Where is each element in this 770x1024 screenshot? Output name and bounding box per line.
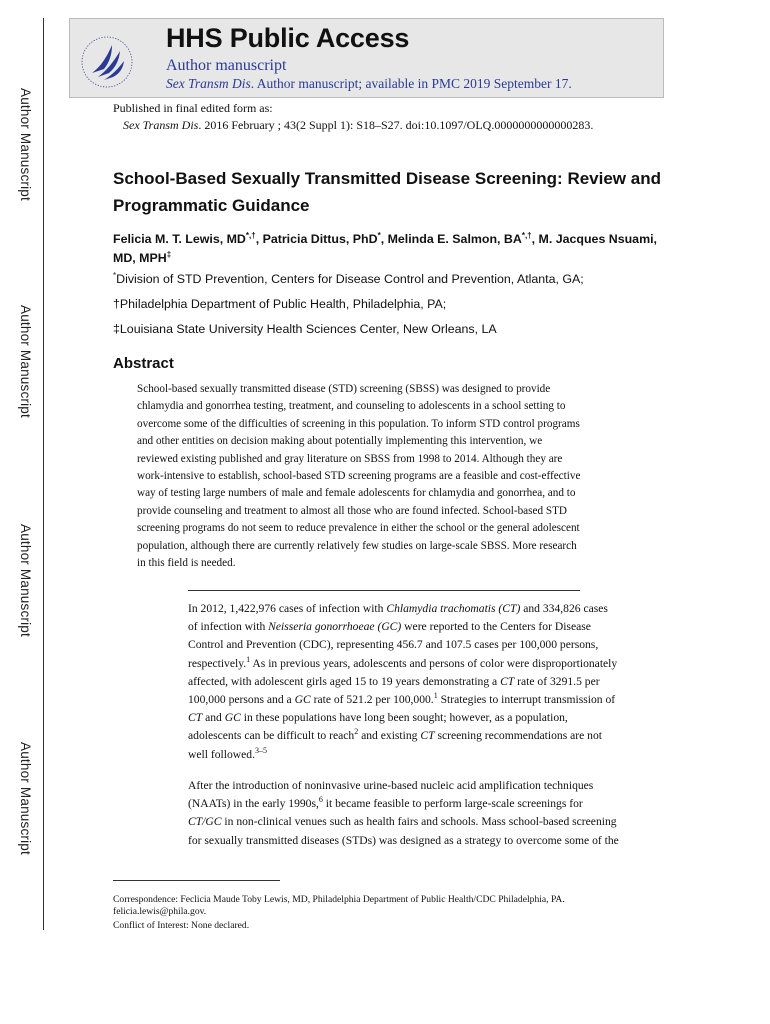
affiliation <box>113 297 446 311</box>
correspondence-email: felicia.lewis@phila.gov. <box>113 906 207 917</box>
body-paragraph-2 <box>188 777 668 850</box>
author-marks: * <box>377 230 381 240</box>
abstract-line: and other entities on decision making about potentially implementing this intervention, we <box>137 435 543 448</box>
body-line: affected, with adolescent girls aged 15 to 19 years demonstrating a CT rate of 3291.5 per <box>188 674 600 688</box>
abstract-heading: Abstract <box>113 355 174 372</box>
body-line: of infection with Neisseria gonorrhoeae (GC) were reported to the Centers for Disease <box>188 620 591 634</box>
body-line: adolescents can be difficult to reach$^2$ and existing CT screening recommendations are not <box>188 727 602 743</box>
hhs-eagle-logo-icon <box>78 33 138 91</box>
author-name: Patricia Dittus, PhD <box>262 232 378 246</box>
citation-journal: Sex Transm Dis <box>123 118 199 132</box>
citation-ref: 6 <box>318 795 323 805</box>
abstract-line: chlamydia and gonorrhea testing, treatment, and counseling to adolescents in a school setting to <box>137 400 566 413</box>
affiliation-mark: ‡ <box>113 322 120 336</box>
affiliation-text: Philadelphia Department of Public Health, Philadelphia, PA; <box>119 297 447 311</box>
affiliation <box>113 322 497 336</box>
margin-rule <box>43 18 44 930</box>
affiliation-mark: * <box>113 270 117 280</box>
conflict-of-interest: Conflict of Interest: None declared. <box>113 920 250 931</box>
affiliation <box>113 272 584 286</box>
abstract-line: overcome some of the difficulties of screening in this population. To inform STD control programs <box>137 417 580 430</box>
citation-ref: 3–5 <box>254 745 267 755</box>
author-marks: *,† <box>245 230 256 240</box>
body-line: well followed.$^{3-5}$ <box>188 745 267 761</box>
body-line: CT/GC in non-clinical venues such as health fairs and schools. Mass school-based screening <box>188 815 617 829</box>
header-title: HHS Public Access <box>166 23 410 53</box>
affiliation-text: Louisiana State University Health Sciences Center, New Orleans, LA <box>119 322 497 336</box>
abstract-line: reviewed existing published and gray literature on SBSS from 1998 to 2014. Although they are <box>137 452 563 465</box>
citation-ref: 2 <box>354 727 359 737</box>
citation-details: . 2016 February ; 43(2 Suppl 1): S18–S27. doi:10.1097/OLQ.0000000000000283. <box>198 118 594 132</box>
body-paragraph-1 <box>188 600 668 764</box>
body-line: CT and GC in these populations have long been sought; however, as a population, <box>188 711 568 725</box>
body-line: 100,000 persons and a GC rate of 521.2 per 100,000.$^1$ Strategies to interrupt transmission of <box>188 691 616 707</box>
header-subtitle: Author manuscript <box>166 57 287 74</box>
abstract-line: screening programs do not seem to reduce prevalence in either the school or the general adolescent <box>137 522 580 535</box>
affiliation-mark: † <box>113 297 120 311</box>
correspondence-note: Correspondence: Feclicia Maude Toby Lewis, MD, Philadelphia Department of Public Health/CDC Philadelphia, PA. <box>113 894 565 905</box>
body-line: respectively.$^1$ As in previous years, adolescents and persons of color were disproportionately <box>188 654 618 670</box>
abstract-divider <box>188 590 580 591</box>
citation-ref: 1 <box>246 654 251 664</box>
abstract-line: in this field is needed. <box>137 557 236 570</box>
body-line: In 2012, 1,422,976 cases of infection with Chlamydia trachomatis (CT) and 334,826 cases <box>188 602 608 615</box>
journal-name: Sex Transm Dis <box>166 76 251 91</box>
author-name: M. Jacques Nsuami, MD, MPH <box>113 232 657 265</box>
abstract-line: way of testing large numbers of male and female adolescents for chlamydia and gonorrhea, and to <box>137 487 576 500</box>
citation-ref: 1 <box>433 691 438 701</box>
author-marks: *,† <box>521 230 532 240</box>
author-name: Melinda E. Salmon, BA <box>387 232 522 246</box>
abstract-line: provide counseling and treatment to almost all those who are found infected. School-based STD <box>137 504 567 517</box>
published-label: Published in final edited form as: <box>113 101 273 115</box>
availability-text: . Author manuscript; available in PMC 2019 September 17. <box>250 76 572 91</box>
author-name: Felicia M. T. Lewis, MD <box>113 232 246 246</box>
body-line: After the introduction of noninvasive urine-based nucleic acid amplification techniques <box>188 779 594 792</box>
author-list: Felicia M. T. Lewis, MD*,†, Patricia Dittus, PhD*, Melinda E. Salmon, BA*,†, M. Jacques Nsuami, MD, MPH‡ <box>113 230 657 265</box>
body-line: Control and Prevention (CDC), representing 456.7 and 107.5 cases per 100,000 persons, <box>188 638 599 652</box>
abstract-body <box>137 381 637 572</box>
citation <box>123 118 593 133</box>
body-line: for sexually transmitted diseases (STDs) was designed as a strategy to overcome some of the <box>188 833 619 847</box>
paper-title: School-Based Sexually Transmitted Disease Screening: Review and Programmatic Guidance <box>113 169 661 215</box>
footnote-divider <box>113 880 280 881</box>
body-line: (NAATs) in the early 1990s,$^6$ it became feasible to perform large-scale screenings for <box>188 795 583 811</box>
abstract-line: population, although there are currently relatively few studies on large-scale SBSS. More research <box>137 539 577 552</box>
abstract-line: work-intensive to establish, school-based STD screening programs are a feasible and cost-effective <box>137 470 581 483</box>
author-marks: ‡ <box>166 249 172 259</box>
abstract-line: School-based sexually transmitted disease (STD) screening (SBSS) was designed to provide <box>137 383 551 395</box>
affiliation-text: Division of STD Prevention, Centers for Disease Control and Prevention, Atlanta, GA; <box>116 272 584 286</box>
header-availability <box>166 76 572 92</box>
